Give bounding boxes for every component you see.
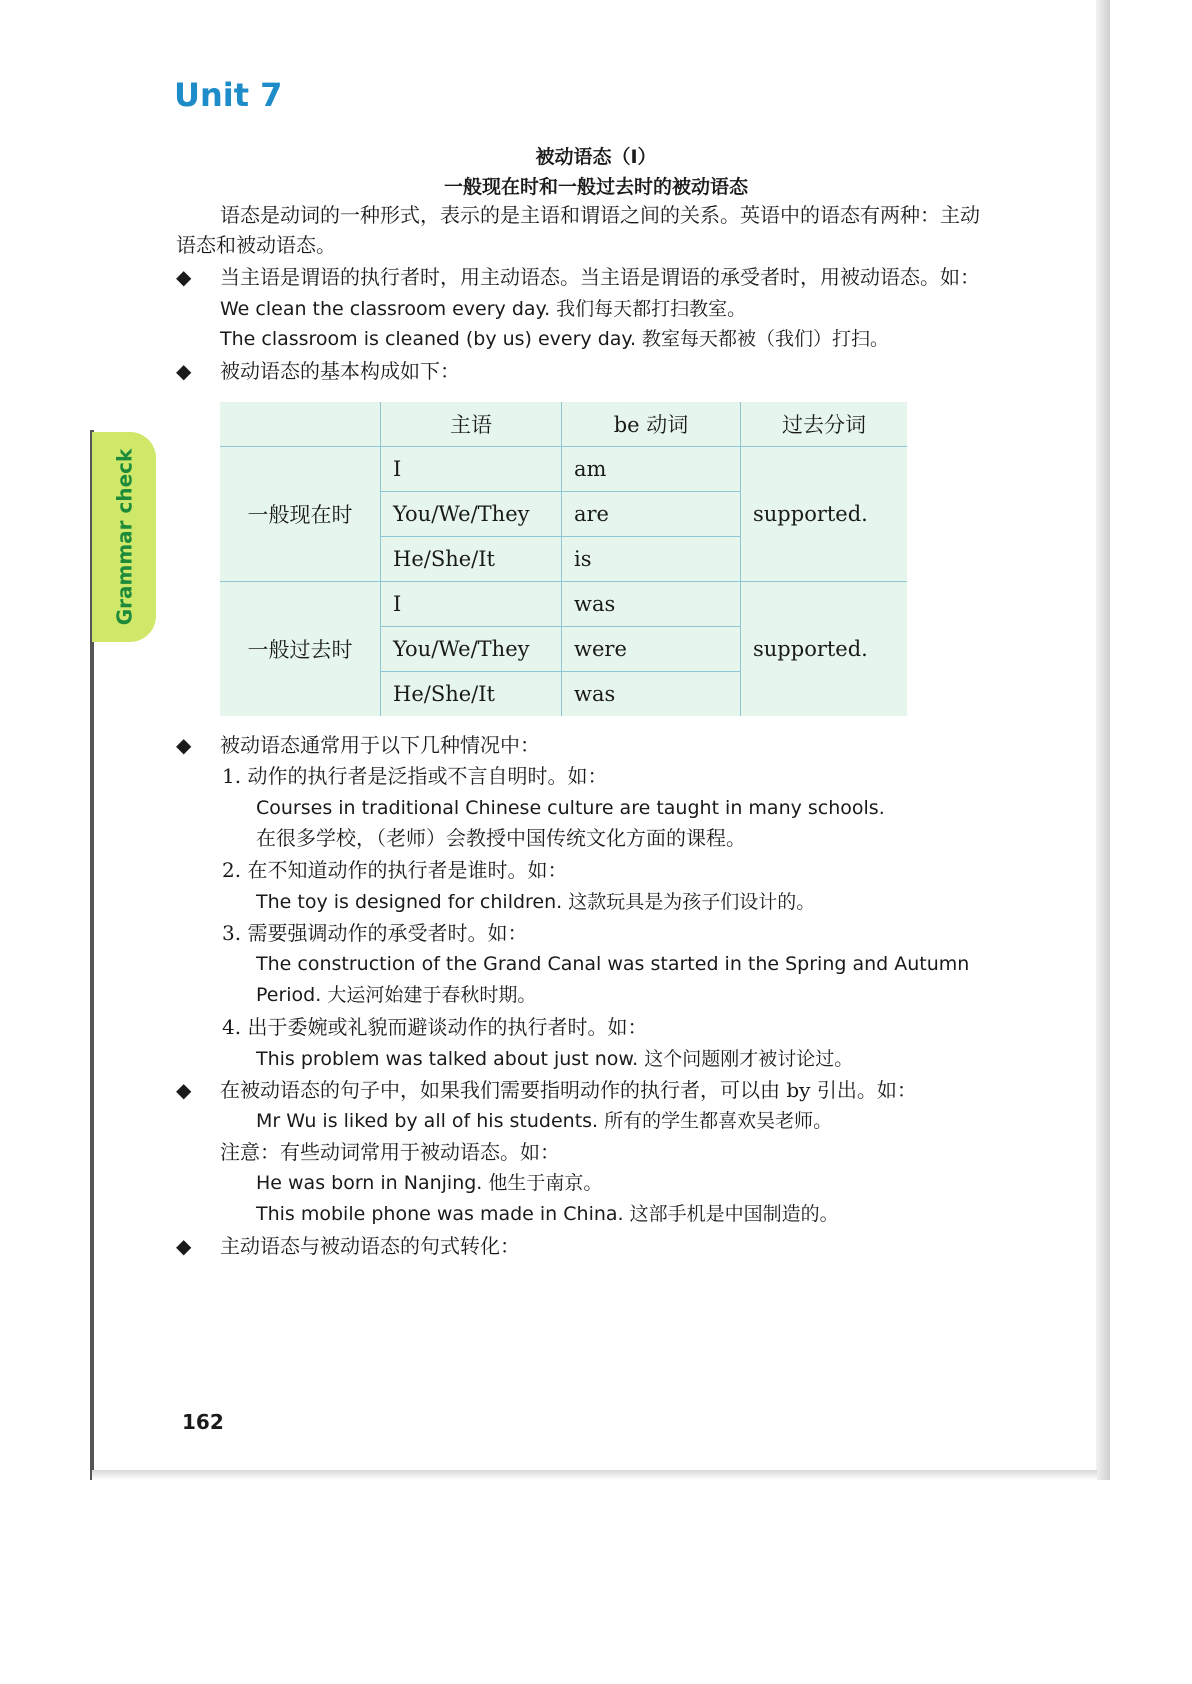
point-1: 当主语是谓语的执行者时，用主动语态。当主语是谓语的承受者时，用被动语态。如： bbox=[220, 265, 980, 289]
table-cell-subject: I bbox=[381, 447, 562, 492]
unit-title: Unit 7 bbox=[174, 76, 283, 114]
section-subtitle: 一般现在时和一般过去时的被动语态 bbox=[443, 176, 748, 198]
table-cell-be: is bbox=[562, 537, 741, 582]
note-example-2: This mobile phone was made in China. 这部手机是中国制造的。 bbox=[256, 1203, 839, 1225]
case-3-example-1: The construction of the Grand Canal was started in the Spring and Autumn bbox=[256, 953, 970, 975]
bullet-icon: ◆ bbox=[176, 733, 192, 757]
table-cell-be: were bbox=[562, 627, 741, 672]
table-cell-subject: He/She/It bbox=[381, 672, 562, 717]
table-cell-participle: supported. bbox=[741, 447, 908, 582]
table-header-be: be 动词 bbox=[562, 402, 741, 447]
table-cell-be: was bbox=[562, 582, 741, 627]
table-cell-subject: I bbox=[381, 582, 562, 627]
intro-line-2: 语态和被动语态。 bbox=[176, 233, 336, 257]
table-cell-subject: You/We/They bbox=[381, 627, 562, 672]
table-cell-be: am bbox=[562, 447, 741, 492]
passive-voice-table bbox=[220, 402, 907, 716]
table-cell-participle: supported. bbox=[741, 582, 908, 717]
page-bottom-shadow bbox=[92, 1470, 1097, 1480]
table-cell-subject: You/We/They bbox=[381, 492, 562, 537]
bullet-icon: ◆ bbox=[176, 1234, 192, 1258]
table-corner bbox=[220, 402, 381, 447]
case-2-example: The toy is designed for children. 这款玩具是为孩子们设计的。 bbox=[256, 891, 816, 913]
page-edge-right bbox=[1096, 0, 1110, 1480]
case-4: 4. 出于委婉或礼貌而避谈动作的执行者时。如： bbox=[222, 1015, 648, 1039]
note: 注意：有些动词常用于被动语态。如： bbox=[220, 1140, 560, 1164]
example-1: We clean the classroom every day. 我们每天都打扫教室。 bbox=[220, 298, 747, 320]
bullet-icon: ◆ bbox=[176, 265, 192, 289]
page-number: 162 bbox=[182, 1410, 224, 1434]
case-2: 2. 在不知道动作的执行者是谁时。如： bbox=[222, 858, 568, 882]
side-tab-label: Grammar check bbox=[112, 448, 136, 626]
section-title: 被动语态（Ⅰ） bbox=[535, 146, 657, 168]
side-tab-label-wrap bbox=[92, 432, 156, 642]
tense-present-label: 一般现在时 bbox=[220, 447, 381, 582]
point-5: 主动语态与被动语态的句式转化： bbox=[220, 1234, 520, 1258]
case-1-example-cn: 在很多学校，（老师）会教授中国传统文化方面的课程。 bbox=[256, 826, 746, 850]
table-header-subject: 主语 bbox=[381, 402, 562, 447]
note-example-1: He was born in Nanjing. 他生于南京。 bbox=[256, 1172, 603, 1194]
case-1-example-en: Courses in traditional Chinese culture are taught in many schools. bbox=[256, 797, 885, 819]
case-4-example: This problem was talked about just now. 这个问题刚才被讨论过。 bbox=[256, 1048, 854, 1070]
example-2: The classroom is cleaned (by us) every day. 教室每天都被（我们）打扫。 bbox=[220, 328, 890, 350]
point-4-example: Mr Wu is liked by all of his students. 所有的学生都喜欢吴老师。 bbox=[256, 1110, 833, 1132]
table-header-participle: 过去分词 bbox=[741, 402, 908, 447]
point-2: 被动语态的基本构成如下： bbox=[220, 359, 460, 383]
case-3: 3. 需要强调动作的承受者时。如： bbox=[222, 921, 528, 945]
bullet-icon: ◆ bbox=[176, 1078, 192, 1102]
table-cell-subject: He/She/It bbox=[381, 537, 562, 582]
tense-past-label: 一般过去时 bbox=[220, 582, 381, 717]
point-3: 被动语态通常用于以下几种情况中： bbox=[220, 733, 540, 757]
table-cell-be: was bbox=[562, 672, 741, 717]
point-4: 在被动语态的句子中，如果我们需要指明动作的执行者，可以由 by 引出。如： bbox=[220, 1078, 917, 1102]
case-3-example-2: Period. 大运河始建于春秋时期。 bbox=[256, 984, 537, 1006]
table-cell-be: are bbox=[562, 492, 741, 537]
bullet-icon: ◆ bbox=[176, 359, 192, 383]
case-1: 1. 动作的执行者是泛指或不言自明时。如： bbox=[222, 764, 608, 788]
intro-line-1: 语态是动词的一种形式，表示的是主语和谓语之间的关系。英语中的语态有两种：主动 bbox=[220, 203, 980, 227]
